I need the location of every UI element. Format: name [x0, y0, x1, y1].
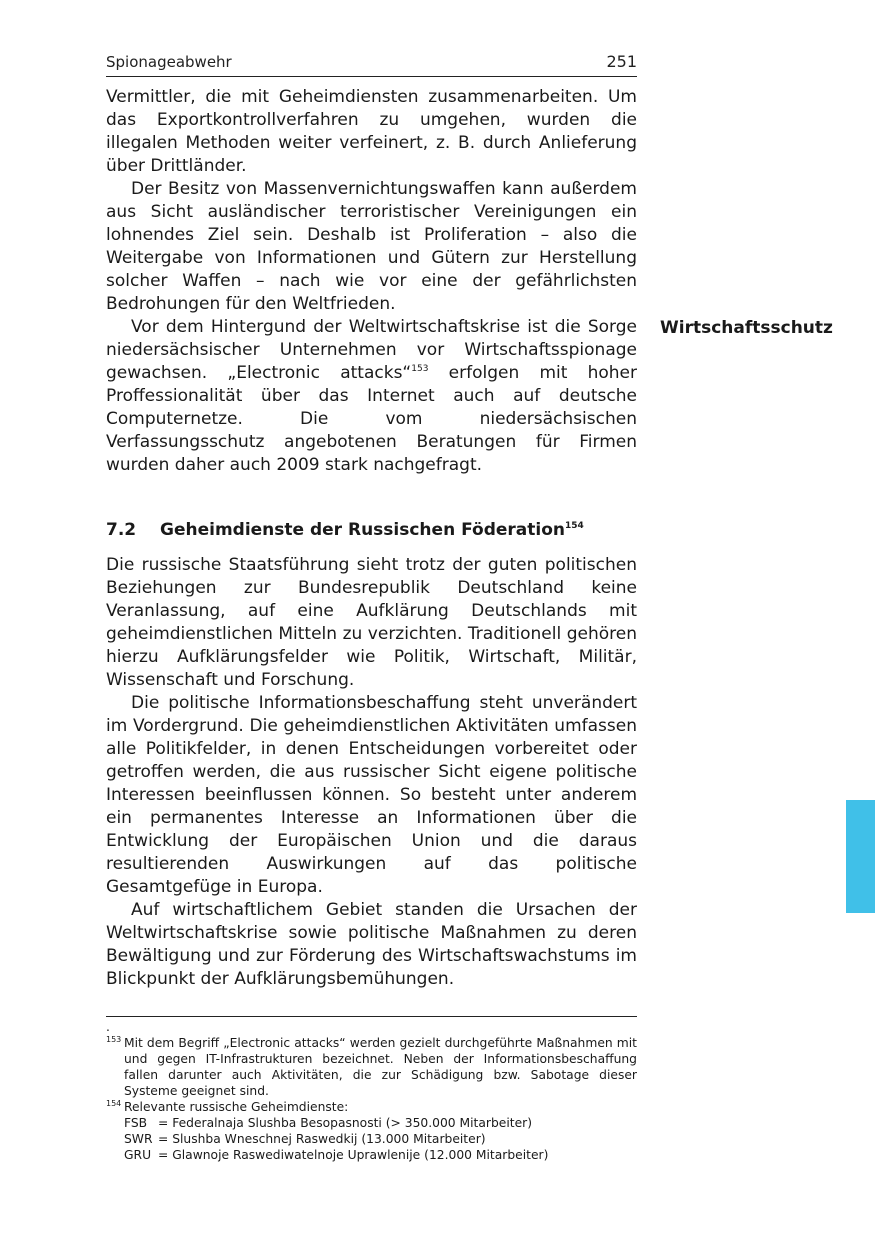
running-header [106, 50, 637, 77]
paragraph: Der Besitz von Massenvernichtungswaffen kann außerdem aus Sicht ausländischer terroristischer Vereinigungen ein lohnendes Ziel sein. Deshalb ist Proliferation – also die Weitergabe von Informationen und Gütern zur Herstellung solcher Waffen – nach wie vor eine der gefährlichsten Bedrohungen für den Weltfrieden. [106, 179, 637, 314]
footnotes [106, 1019, 637, 1163]
section-title-text: Geheimdienste der Russischen Föderation [160, 520, 565, 540]
service-entry [124, 1131, 637, 1147]
service-text: = Glawnoje Raswediwatelnoje Uprawlenije (12.000 Mitarbeiter) [158, 1148, 549, 1162]
footnote-text: Relevante russische Geheimdienste: [124, 1100, 349, 1114]
paragraph: Vermittler, die mit Geheimdiensten zusammenarbeiten. Um das Exportkontrollverfahren zu umgehen, wurden die illegalen Methoden weiter verfeinert, z. B. durch Anlieferung über Drittländer. [106, 87, 637, 176]
body-text-top [106, 86, 637, 477]
paragraph-text: erfolgen mit hoher Proffessionalität über das Internet auch auf deutsche Computernetze. Die vom niedersächsischen Verfassungsschutz angebotenen Beratungen für Firmen wurden daher auch 2009 stark nachgefragt. [106, 363, 638, 475]
margin-note: Wirtschaftsschutz [660, 318, 833, 338]
footnote-ref-154: 154 [564, 521, 584, 531]
section-number: 7.2 [106, 520, 137, 540]
paragraph: Die russische Staatsführung sieht trotz der guten politischen Beziehungen zur Bundesrepublik Deutschland keine Veranlassung, auf eine Aufklärung Deutschlands mit geheimdienstlichen Mitteln zu verzichten. Traditionell gehören hierzu Aufklärungsfelder wie Politik, Wirtschaft, Militär, Wissenschaft und Forschung. [106, 555, 637, 690]
paragraph-text: Vor dem Hintergund der Weltwirtschaftskrise ist die Sorge niedersächsischer Unternehmen vor Wirtschaftsspionage gewachsen. „Electronic attacks“ [106, 317, 637, 383]
running-header-title: Spionageabwehr [106, 53, 232, 71]
page-number: 251 [606, 52, 637, 71]
paragraph: Die politische Informationsbeschaffung steht unverändert im Vordergrund. Die geheimdienstlichen Aktivitäten umfassen alle Politikfelder, in denen Entscheidungen vorbereitet oder getroffen werden, die aus russischer Sicht eigene politische Interessen beeinflussen können. So besteht unter anderem ein permanentes Interesse an Informationen über die Entwicklung der Europäischen Union und die daraus resultierenden Auswirkungen auf das politische Gesamtgefüge in Europa. [106, 693, 637, 897]
footnote-153 [106, 1035, 637, 1099]
footnote-number: 153 [106, 1035, 122, 1044]
service-abbr: GRU [124, 1148, 152, 1162]
footnote-divider [106, 1016, 637, 1017]
footnote-dot: . [106, 1020, 110, 1034]
section-title [160, 520, 584, 540]
footnote-number: 154 [106, 1099, 122, 1108]
chapter-thumb-tab [846, 800, 875, 913]
paragraph: Auf wirtschaftlichem Gebiet standen die Ursachen der Weltwirtschaftskrise sowie politische Maßnahmen zu deren Bewältigung und zur Förderung des Wirtschaftswachstums im Blickpunkt der Aufklärungsbemühungen. [106, 900, 637, 989]
service-entry [124, 1147, 637, 1163]
footnote-ref-153: 153 [411, 364, 429, 374]
paragraph [106, 316, 637, 477]
service-abbr: FSB [124, 1116, 148, 1130]
service-text: = Slushba Wneschnej Raswedkij (13.000 Mitarbeiter) [158, 1132, 486, 1146]
service-entry [124, 1115, 637, 1131]
footnote-154 [106, 1099, 637, 1163]
body-text-section [106, 554, 637, 991]
service-text: = Federalnaja Slushba Besopasnosti (> 350.000 Mitarbeiter) [158, 1116, 532, 1130]
footnote-text: Mit dem Begriff „Electronic attacks“ werden gezielt durchgeführte Maßnahmen mit und gegen IT-Infrastrukturen bezeichnet. Neben der Informationsbeschaffung fallen darunter auch Aktivitäten, die zur Schädigung bzw. Sabotage dieser Systeme geeignet sind. [124, 1036, 637, 1098]
service-abbr: SWR [124, 1132, 153, 1146]
